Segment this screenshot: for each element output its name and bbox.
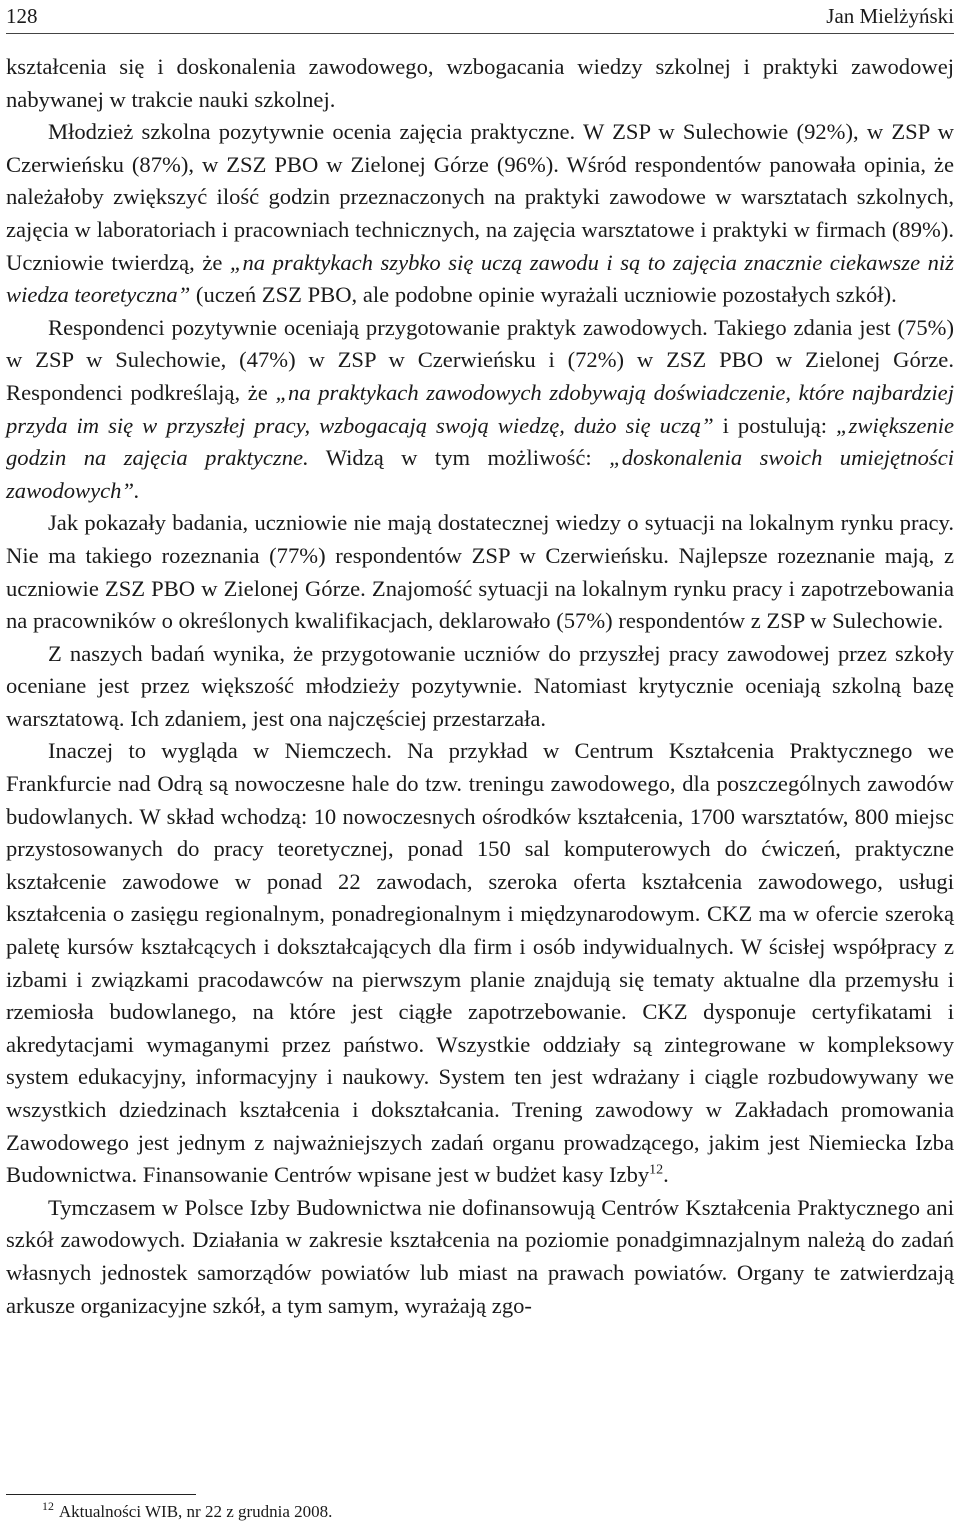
footnote: [42, 1499, 333, 1522]
text-run: Jak pokazały badania, uczniowie nie mają dostatecznej wiedzy o sytuacji na lokalnym rynku pracy. Nie ma takiego rozeznania (77%) respondentów ZSP w Czerwieńsku. Najlepsze rozeznanie mają, z uczniowie ZSZ PBO w Zielonej Górze. Znajomość sytuacji na lokalnym rynku pracy i zapotrzebowania na pracowników o określonych kwalifikacjach, deklarowało (57%) respondentów z ZSP w Sulechowie.: [6, 510, 954, 634]
quoted-text: „na praktykach zawodowych zdobywają doświadczenie, które najbardziej przyda im się w przyszłej pracy, wzbogacają swoją wiedzę, dużo się uczą”: [6, 379, 954, 438]
text-run: Z naszych badań wynika, że przygotowanie uczniów do przyszłej pracy zawodowej przez szkoły oceniane jest przez większość młodzieży pozytywnie. Natomiast krytycznie oceniają szkolną bazę warsztatową. Ich zdaniem, jest ona najczęściej przestarzała.: [6, 640, 954, 731]
quoted-text: „doskonalenia swoich umiejętności zawodowych”.: [6, 445, 954, 503]
quoted-text: „na praktykach szybko się uczą zawodu i są to zajęcia znacznie ciekawsze niż wiedza teoretyczna”: [6, 249, 954, 308]
text-run: kształcenia się i doskonalenia zawodowego, wzbogacania wiedzy szkolnej i praktyki zawodowej nabywanej w trakcie nauki szkolnej.: [6, 54, 954, 112]
paragraph: [6, 116, 954, 312]
quoted-text: „zwiększenie godzin na zajęcia praktyczne.: [6, 412, 955, 471]
footnote-number: 12: [42, 1499, 54, 1514]
paragraph: [6, 638, 954, 736]
paragraph: [6, 507, 954, 637]
paragraph: [6, 1192, 954, 1322]
body-text: [6, 51, 954, 1322]
page-number: 128: [6, 4, 38, 28]
footnote-text: Aktualności WIB, nr 22 z grudnia 2008.: [58, 1502, 333, 1521]
text-run: .: [663, 1162, 669, 1188]
text-run: i postulują:: [713, 412, 837, 438]
text-run: Tymczasem w Polsce Izby Budownictwa nie dofinansowują Centrów Kształcenia Praktycznego ani szkół zawodowych. Działania w zakresie kształcenia na poziomie ponadgimnazjalnym należą do zadań własnych jednostek samorządów powiatów lub miast na prawach powiatów. Organy te zatwierdzają arkusze organizacyjne szkół, a tym samym, wyrażają zgo-: [6, 1194, 954, 1318]
text-run: Młodzież szkolna pozytywnie ocenia zajęcia praktyczne. W ZSP w Sulechowie (92%), w ZSP w Czerwieńsku (87%), w ZSZ PBO w Zielonej Górze (96%). Wśród respondentów panowała opinia, że należałoby zwiększyć ilość godzin przeznaczonych na praktyki zawodowe w warsztatach szkolnych, zajęcia w laboratoriach i pracowniach technicznych, na zajęcia warsztatowe i praktyki w firmach (89%). Uczniowie twierdzą, że: [6, 119, 954, 275]
text-run: Inaczej to wygląda w Niemczech. Na przykład w Centrum Kształcenia Praktycznego we Frankfurcie nad Odrą są nowoczesne hale do tzw. treningu zawodowego, dla poszczególnych zawodów budowlanych. W skład wchodzą: 10 nowoczesnych ośrodków kształcenia, 1700 warsztatów, 800 miejsc przystosowanych do pracy teoretycznej, ponad 150 sal komputerowych do ćwiczeń, praktyczne kształcenie zawodowe w ponad 22 zawodach, szeroka oferta kształcenia zawodowego, usługi kształcenia o zasięgu regionalnym, ponadregionalnym i międzynarodowym. CKZ ma w ofercie szeroką paletę kursów kształcących i dokształcających dla firm i osób indywidualnych. W ścisłej współpracy z izbami i związkami pracodawców na pierwszym planie znajdują się tematy aktualne dla przemysłu i rzemiosła budowlanego, na które jest ciągłe zapotrzebowanie. CKZ dysponuje certyfikatami i akredytacjami wymaganymi przez państwo. Wszystkie oddziały są zintegrowane w kompleksowy system edukacyjny, informacyjny i naukowy. System ten jest wdrażany i ciągle rozbudowywany we wszystkich dziedzinach kształcenia i dokształcania. Trening zawodowy w Zakładach promowania Zawodowego jest jednym z najważniejszych zadań organu prowadzącego, jakim jest Niemiecka Izba Budownictwa. Finansowanie Centrów wpisane jest w budżet kasy Izby: [6, 738, 954, 1188]
paragraph: [6, 735, 954, 1191]
page-header: [6, 4, 954, 28]
paragraph: [6, 51, 954, 116]
header-rule: [6, 33, 954, 34]
text-run: (uczeń ZSZ PBO, ale podobne opinie wyrażali uczniowie pozostałych szkół).: [190, 282, 897, 308]
footnote-reference: 12: [649, 1162, 664, 1178]
text-run: Widzą w tym możliwość:: [308, 445, 610, 471]
running-author: Jan Mielżyński: [826, 4, 954, 28]
paragraph: [6, 312, 954, 508]
footnote-rule: [6, 1494, 196, 1495]
text-run: Respondenci pozytywnie oceniają przygotowanie praktyk zawodowych. Takiego zdania jest (75%) w ZSP w Sulechowie, (47%) w ZSP w Czerwieńsku i (72%) w ZSZ PBO w Zielonej Górze. Respondenci podkreślają, że: [6, 314, 954, 405]
document-page: [6, 0, 954, 1531]
